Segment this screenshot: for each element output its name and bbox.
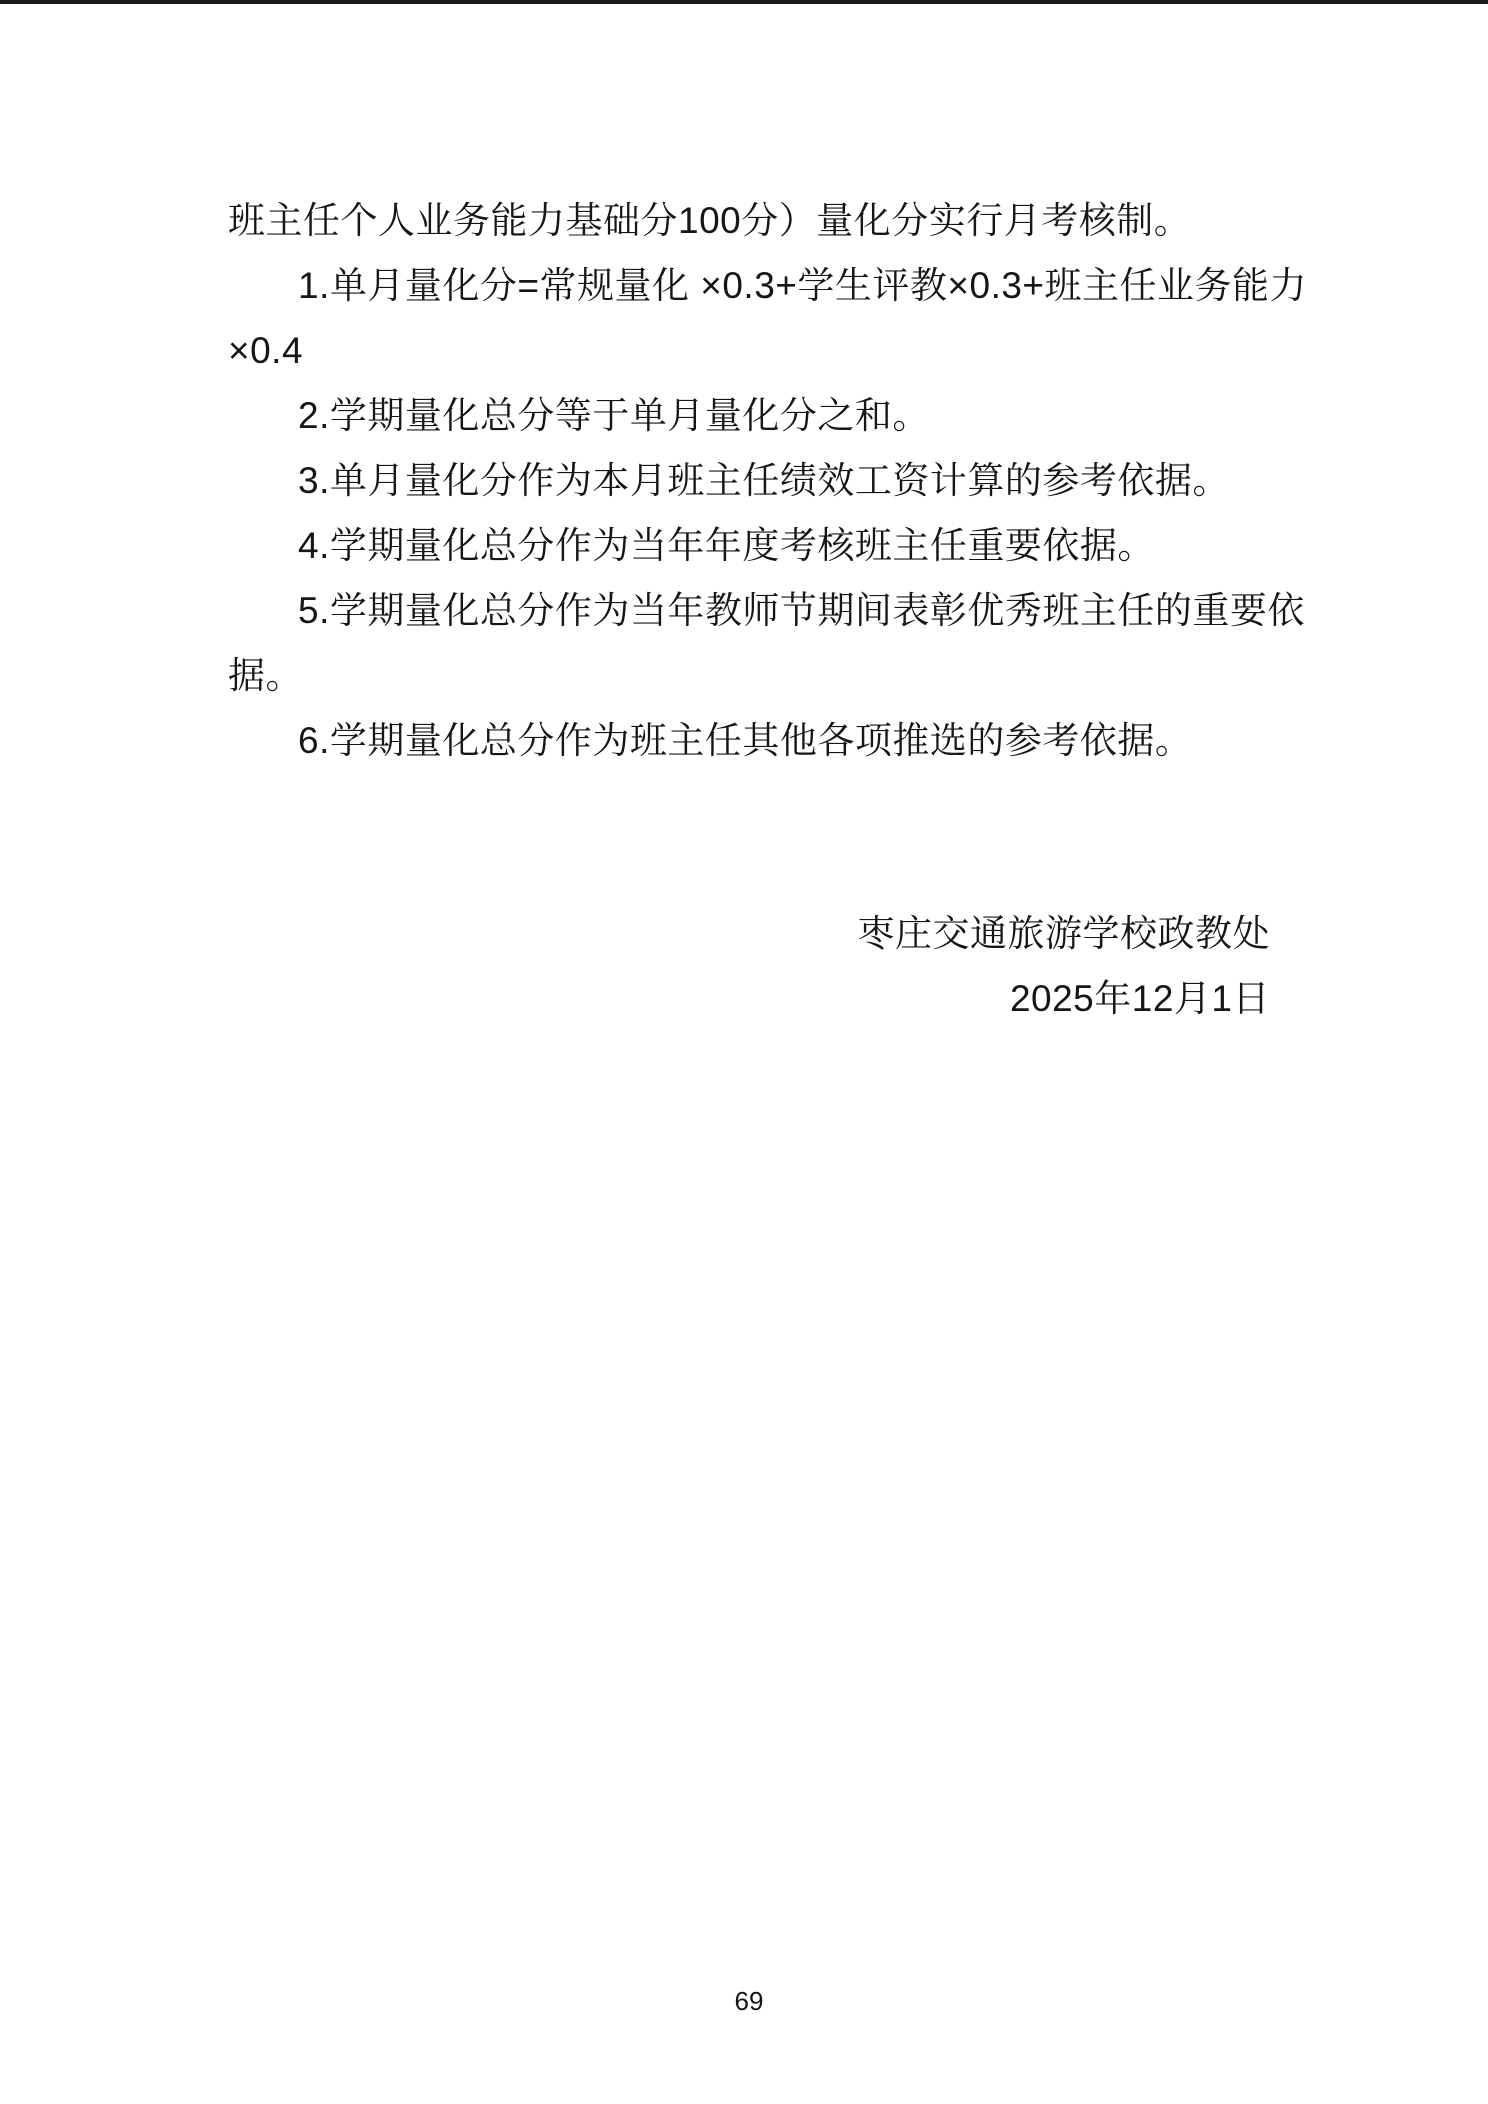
signature-organization: 枣庄交通旅游学校政教处 xyxy=(857,913,1270,954)
list-item-6: 6.学期量化总分作为班主任其他各项推选的参考依据。 xyxy=(298,720,1193,761)
paragraph-intro: 班主任个人业务能力基础分100分）量化分实行月考核制。 xyxy=(228,200,1192,241)
list-item-1-continuation: ×0.4 xyxy=(228,330,304,371)
list-item-1: 1.单月量化分=常规量化 ×0.3+学生评教×0.3+班主任业务能力 xyxy=(298,265,1308,306)
list-item-5: 5.学期量化总分作为当年教师节期间表彰优秀班主任的重要依 xyxy=(298,590,1305,631)
window-top-edge xyxy=(0,0,1488,4)
list-item-5-continuation: 据。 xyxy=(228,655,303,696)
list-item-3: 3.单月量化分作为本月班主任绩效工资计算的参考依据。 xyxy=(298,460,1230,501)
signature-date: 2025年12月1日 xyxy=(1009,978,1270,1019)
signature-block xyxy=(228,901,1270,1031)
document-body xyxy=(228,188,1308,1031)
page-number: 69 xyxy=(734,1986,764,2016)
list-item-4: 4.学期量化总分作为当年年度考核班主任重要依据。 xyxy=(298,525,1155,566)
list-item-2: 2.学期量化总分等于单月量化分之和。 xyxy=(298,395,930,436)
